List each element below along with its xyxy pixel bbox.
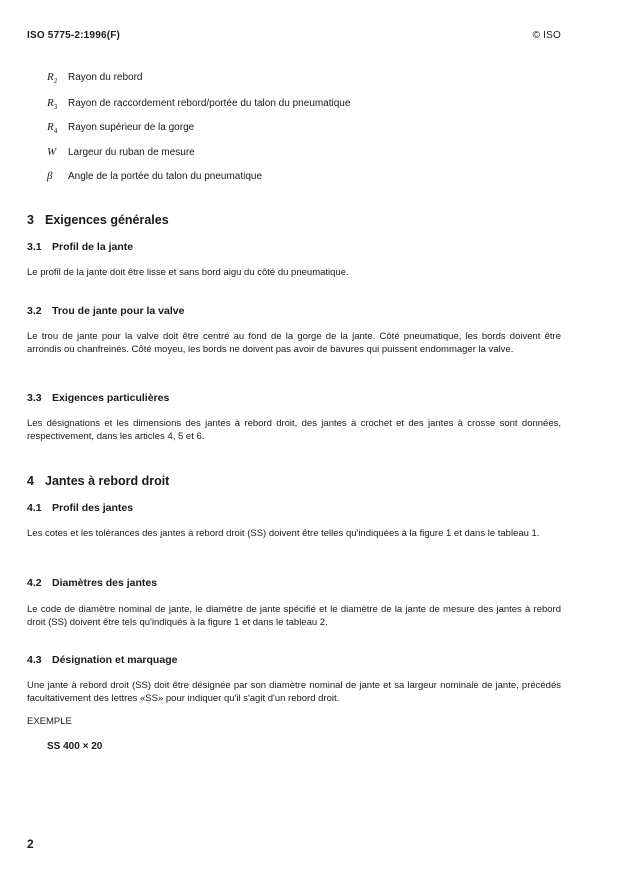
section-3-1-heading: 3.1 Profil de la jante (27, 241, 134, 253)
symbol-description: Largeur du ruban de mesure (68, 147, 195, 158)
section-3-1-text: Le profil de la jante doit être lisse et sans bord aigu du côté du pneumatique. (27, 267, 349, 278)
section-3-3-text: Les désignations et les dimensions des jantes à rebord droit, des jantes à crochet et des jantes à crosse sont données, respectivement, dans les articles 4, 5 et 6. (27, 418, 561, 442)
symbol-row-beta (47, 170, 262, 184)
symbol-row-r2 (47, 71, 143, 85)
symbol-row-r3 (47, 97, 350, 111)
section-4-1-text: Les cotes et les tolérances des jantes à rebord droit (SS) doivent être telles qu'indiquées à la figure 1 et dans le tableau 1. (27, 528, 540, 539)
page-number: 2 (27, 837, 34, 851)
symbol: $R_4$ (47, 121, 58, 136)
symbol-description: Rayon de raccordement rebord/portée du talon du pneumatique (68, 98, 351, 109)
section-4-3-text: Une jante à rebord droit (SS) doit être désignée par son diamètre nominal de jante et sa largeur nominale de jante, précédés facultativement des lettres «SS» pour indiquer qu'il s'agit d'un rebord droit. (27, 680, 561, 704)
section-4-1-heading: 4.1 Profil des jantes (27, 502, 134, 514)
symbol: $R_2$ (47, 71, 58, 86)
symbol-description: Angle de la portée du talon du pneumatique (68, 171, 263, 182)
symbol-row-w (47, 146, 195, 160)
symbol: W (47, 146, 57, 158)
standard-reference: ISO 5775-2:1996(F) (27, 30, 121, 41)
symbol-description: Rayon supérieur de la gorge (68, 122, 195, 133)
symbol: $R_3$ (47, 97, 58, 112)
symbol-row-r4 (47, 121, 194, 135)
section-4-2-heading: 4.2 Diamètres des jantes (27, 577, 158, 589)
section-3-heading: 3 Exigences générales (27, 213, 169, 227)
symbol: β (47, 170, 53, 182)
section-4-3-heading: 4.3 Désignation et marquage (27, 654, 178, 666)
example-label: EXEMPLE (27, 716, 72, 727)
copyright-mark: © ISO (532, 30, 561, 41)
section-4-2-text: Le code de diamètre nominal de jante, le diamètre de jante spécifié et le diamètre de la jante de mesure des jantes à rebord droit (SS) doivent être tels qu'indiqués à la figure 1 et dans le tableau 2. (27, 604, 561, 628)
section-3-3-heading: 3.3 Exigences particulières (27, 392, 170, 404)
section-3-2-heading: 3.2 Trou de jante pour la valve (27, 305, 185, 317)
symbol-description: Rayon du rebord (68, 72, 143, 83)
example-designation: SS 400 × 20 (47, 741, 103, 752)
section-3-2-text: Le trou de jante pour la valve doit être centré au fond de la gorge de la jante. Côté pneumatique, les bords doivent être arrondis ou chanfreinés. Côté moyeu, les bords ne doivent pas avoir de bavures qui puissent endommager la valve. (27, 331, 561, 355)
section-4-heading: 4 Jantes à rebord droit (27, 474, 170, 488)
